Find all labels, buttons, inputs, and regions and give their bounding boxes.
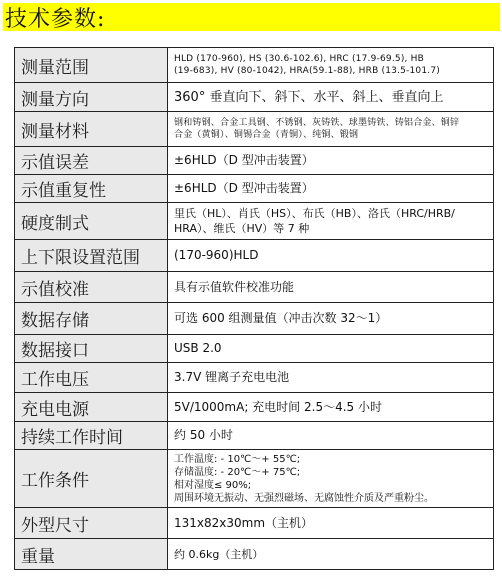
row-value bbox=[168, 539, 494, 570]
table-row bbox=[15, 450, 494, 508]
value-line: HLD (170-960), HS (30.6-102.6), HRC (17.9-69.5), HB bbox=[174, 54, 424, 64]
table-row bbox=[15, 203, 494, 240]
row-label: 上下限设置范围 bbox=[15, 240, 168, 272]
row-label: 示值校准 bbox=[15, 272, 168, 303]
value-line: (19-683), HV (80-1042), HRA(59.1-88), HRB (13.5-101.7) bbox=[174, 66, 440, 76]
value-line: ±6HLD（D 型冲击装置） bbox=[174, 181, 314, 195]
value-line: 工作温度: - 10℃～+ 55℃; bbox=[174, 453, 301, 465]
title-bar bbox=[3, 3, 500, 31]
table-row bbox=[15, 335, 494, 363]
value-line: 存储温度: - 20℃～+ 75℃; bbox=[174, 466, 301, 478]
row-label: 外型尺寸 bbox=[15, 508, 168, 539]
value-line: 合金（黄铜）、铜锡合金（青铜）、纯铜、锻钢 bbox=[174, 130, 359, 140]
table-row bbox=[15, 422, 494, 450]
table-row bbox=[15, 272, 494, 303]
value-line: (170-960)HLD bbox=[174, 248, 259, 262]
row-label: 硬度制式 bbox=[15, 203, 168, 240]
row-value bbox=[168, 272, 494, 303]
row-label: 工作条件 bbox=[15, 450, 168, 508]
table-row bbox=[15, 539, 494, 570]
table-row bbox=[15, 175, 494, 203]
value-line: 可选 600 组测量值（冲击次数 32～1） bbox=[174, 311, 388, 325]
table-row bbox=[15, 48, 494, 83]
value-line: 钢和铸钢、合金工具钢、不锈钢、灰铸铁、球墨铸铁、铸铝合金、铜锌 bbox=[174, 118, 460, 128]
row-label: 工作电压 bbox=[15, 363, 168, 393]
value-line: 具有示值软件校准功能 bbox=[174, 279, 295, 294]
row-label: 充电电源 bbox=[15, 393, 168, 422]
spec-table bbox=[14, 47, 494, 570]
row-label: 数据存储 bbox=[15, 303, 168, 335]
table-row bbox=[15, 508, 494, 539]
table-row bbox=[15, 112, 494, 147]
row-value bbox=[168, 450, 494, 508]
value-line: 周围环境无振动、无强烈磁场、无腐蚀性介质及严重粉尘。 bbox=[174, 492, 434, 504]
row-label: 示值误差 bbox=[15, 147, 168, 175]
value-line: 里氏（HL）、肖氏（HS）、布氏（HB）、洛氏（HRC/HRB/ bbox=[174, 207, 455, 220]
table-row bbox=[15, 240, 494, 272]
row-value bbox=[168, 393, 494, 422]
value-line: 5V/1000mA; 充电时间 2.5～4.5 小时 bbox=[174, 399, 382, 414]
row-value bbox=[168, 175, 494, 203]
value-line: USB 2.0 bbox=[174, 341, 222, 355]
value-line: 360° 垂直向下、斜下、水平、斜上、垂直向上 bbox=[174, 89, 444, 105]
value-line: ±6HLD（D 型冲击装置） bbox=[174, 153, 314, 167]
row-value bbox=[168, 508, 494, 539]
page-title: 技术参数: bbox=[5, 6, 106, 32]
row-value bbox=[168, 83, 494, 112]
table-row bbox=[15, 393, 494, 422]
value-line: 约 0.6kg（主机） bbox=[174, 547, 264, 561]
row-value bbox=[168, 335, 494, 363]
row-value bbox=[168, 112, 494, 147]
row-label: 持续工作时间 bbox=[15, 422, 168, 450]
value-line: 131x82x30mm（主机） bbox=[174, 515, 314, 530]
row-label: 重量 bbox=[15, 539, 168, 570]
table-row bbox=[15, 83, 494, 112]
table-row bbox=[15, 147, 494, 175]
row-value bbox=[168, 303, 494, 335]
row-value bbox=[168, 48, 494, 83]
row-value bbox=[168, 240, 494, 272]
row-value bbox=[168, 147, 494, 175]
row-label: 测量材料 bbox=[15, 112, 168, 147]
row-value bbox=[168, 363, 494, 393]
value-line: 相对湿度≤ 90%; bbox=[174, 479, 252, 491]
row-value bbox=[168, 422, 494, 450]
row-label: 数据接口 bbox=[15, 335, 168, 363]
row-label: 测量范围 bbox=[15, 48, 168, 83]
row-value bbox=[168, 203, 494, 240]
table-row bbox=[15, 363, 494, 393]
table-row bbox=[15, 303, 494, 335]
value-line: HRA）、维氏（HV）等 7 种 bbox=[174, 222, 310, 235]
value-line: 约 50 小时 bbox=[174, 428, 233, 442]
row-label: 测量方向 bbox=[15, 83, 168, 112]
value-line: 3.7V 锂离子充电电池 bbox=[174, 370, 290, 384]
row-label: 示值重复性 bbox=[15, 175, 168, 203]
